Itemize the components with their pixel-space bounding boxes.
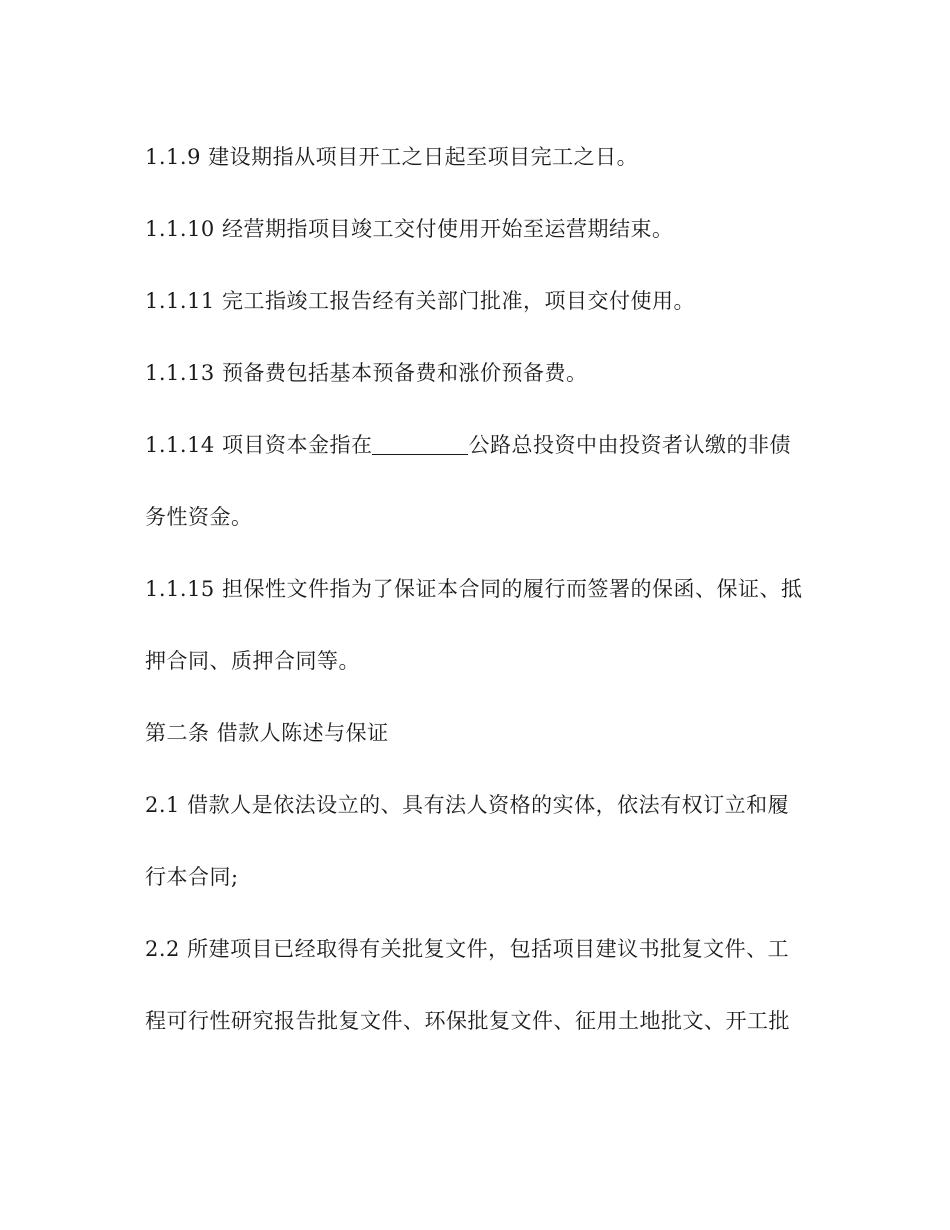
clause-1-1-9: 1.1.9 建设期指从项目开工之日起至项目完工之日。 xyxy=(145,145,639,169)
clause-1-1-14-continuation: 务性资金。 xyxy=(145,505,253,529)
clause-2-1-continuation: 行本合同; xyxy=(145,865,239,889)
clause-2-2-continuation: 程可行性研究报告批复文件、环保批复文件、征用土地批文、开工批 xyxy=(145,1009,790,1033)
clause-2-2: 2.2 所建项目已经取得有关批复文件，包括项目建议书批复文件、工 xyxy=(145,937,790,961)
clause-2-1: 2.1 借款人是依法设立的、具有法人资格的实体，依法有权订立和履 xyxy=(145,793,790,817)
clause-1-1-14-text-after: 公路总投资中由投资者认缴的非债 xyxy=(468,433,791,457)
clause-1-1-14 xyxy=(145,431,825,459)
fill-in-blank xyxy=(372,434,468,455)
clause-1-1-15: 1.1.15 担保性文件指为了保证本合同的履行而签署的保函、保证、抵 xyxy=(145,577,803,601)
clause-1-1-14-text-before: 1.1.14 项目资本金指在 xyxy=(145,433,373,457)
clause-1-1-13: 1.1.13 预备费包括基本预备费和涨价预备费。 xyxy=(145,361,588,385)
clause-1-1-15-continuation: 押合同、质押合同等。 xyxy=(145,649,360,673)
article-2-heading: 第二条 借款人陈述与保证 xyxy=(145,721,389,745)
clause-1-1-10: 1.1.10 经营期指项目竣工交付使用开始至运营期结束。 xyxy=(145,217,674,241)
clause-1-1-11: 1.1.11 完工指竣工报告经有关部门批准，项目交付使用。 xyxy=(145,289,695,313)
